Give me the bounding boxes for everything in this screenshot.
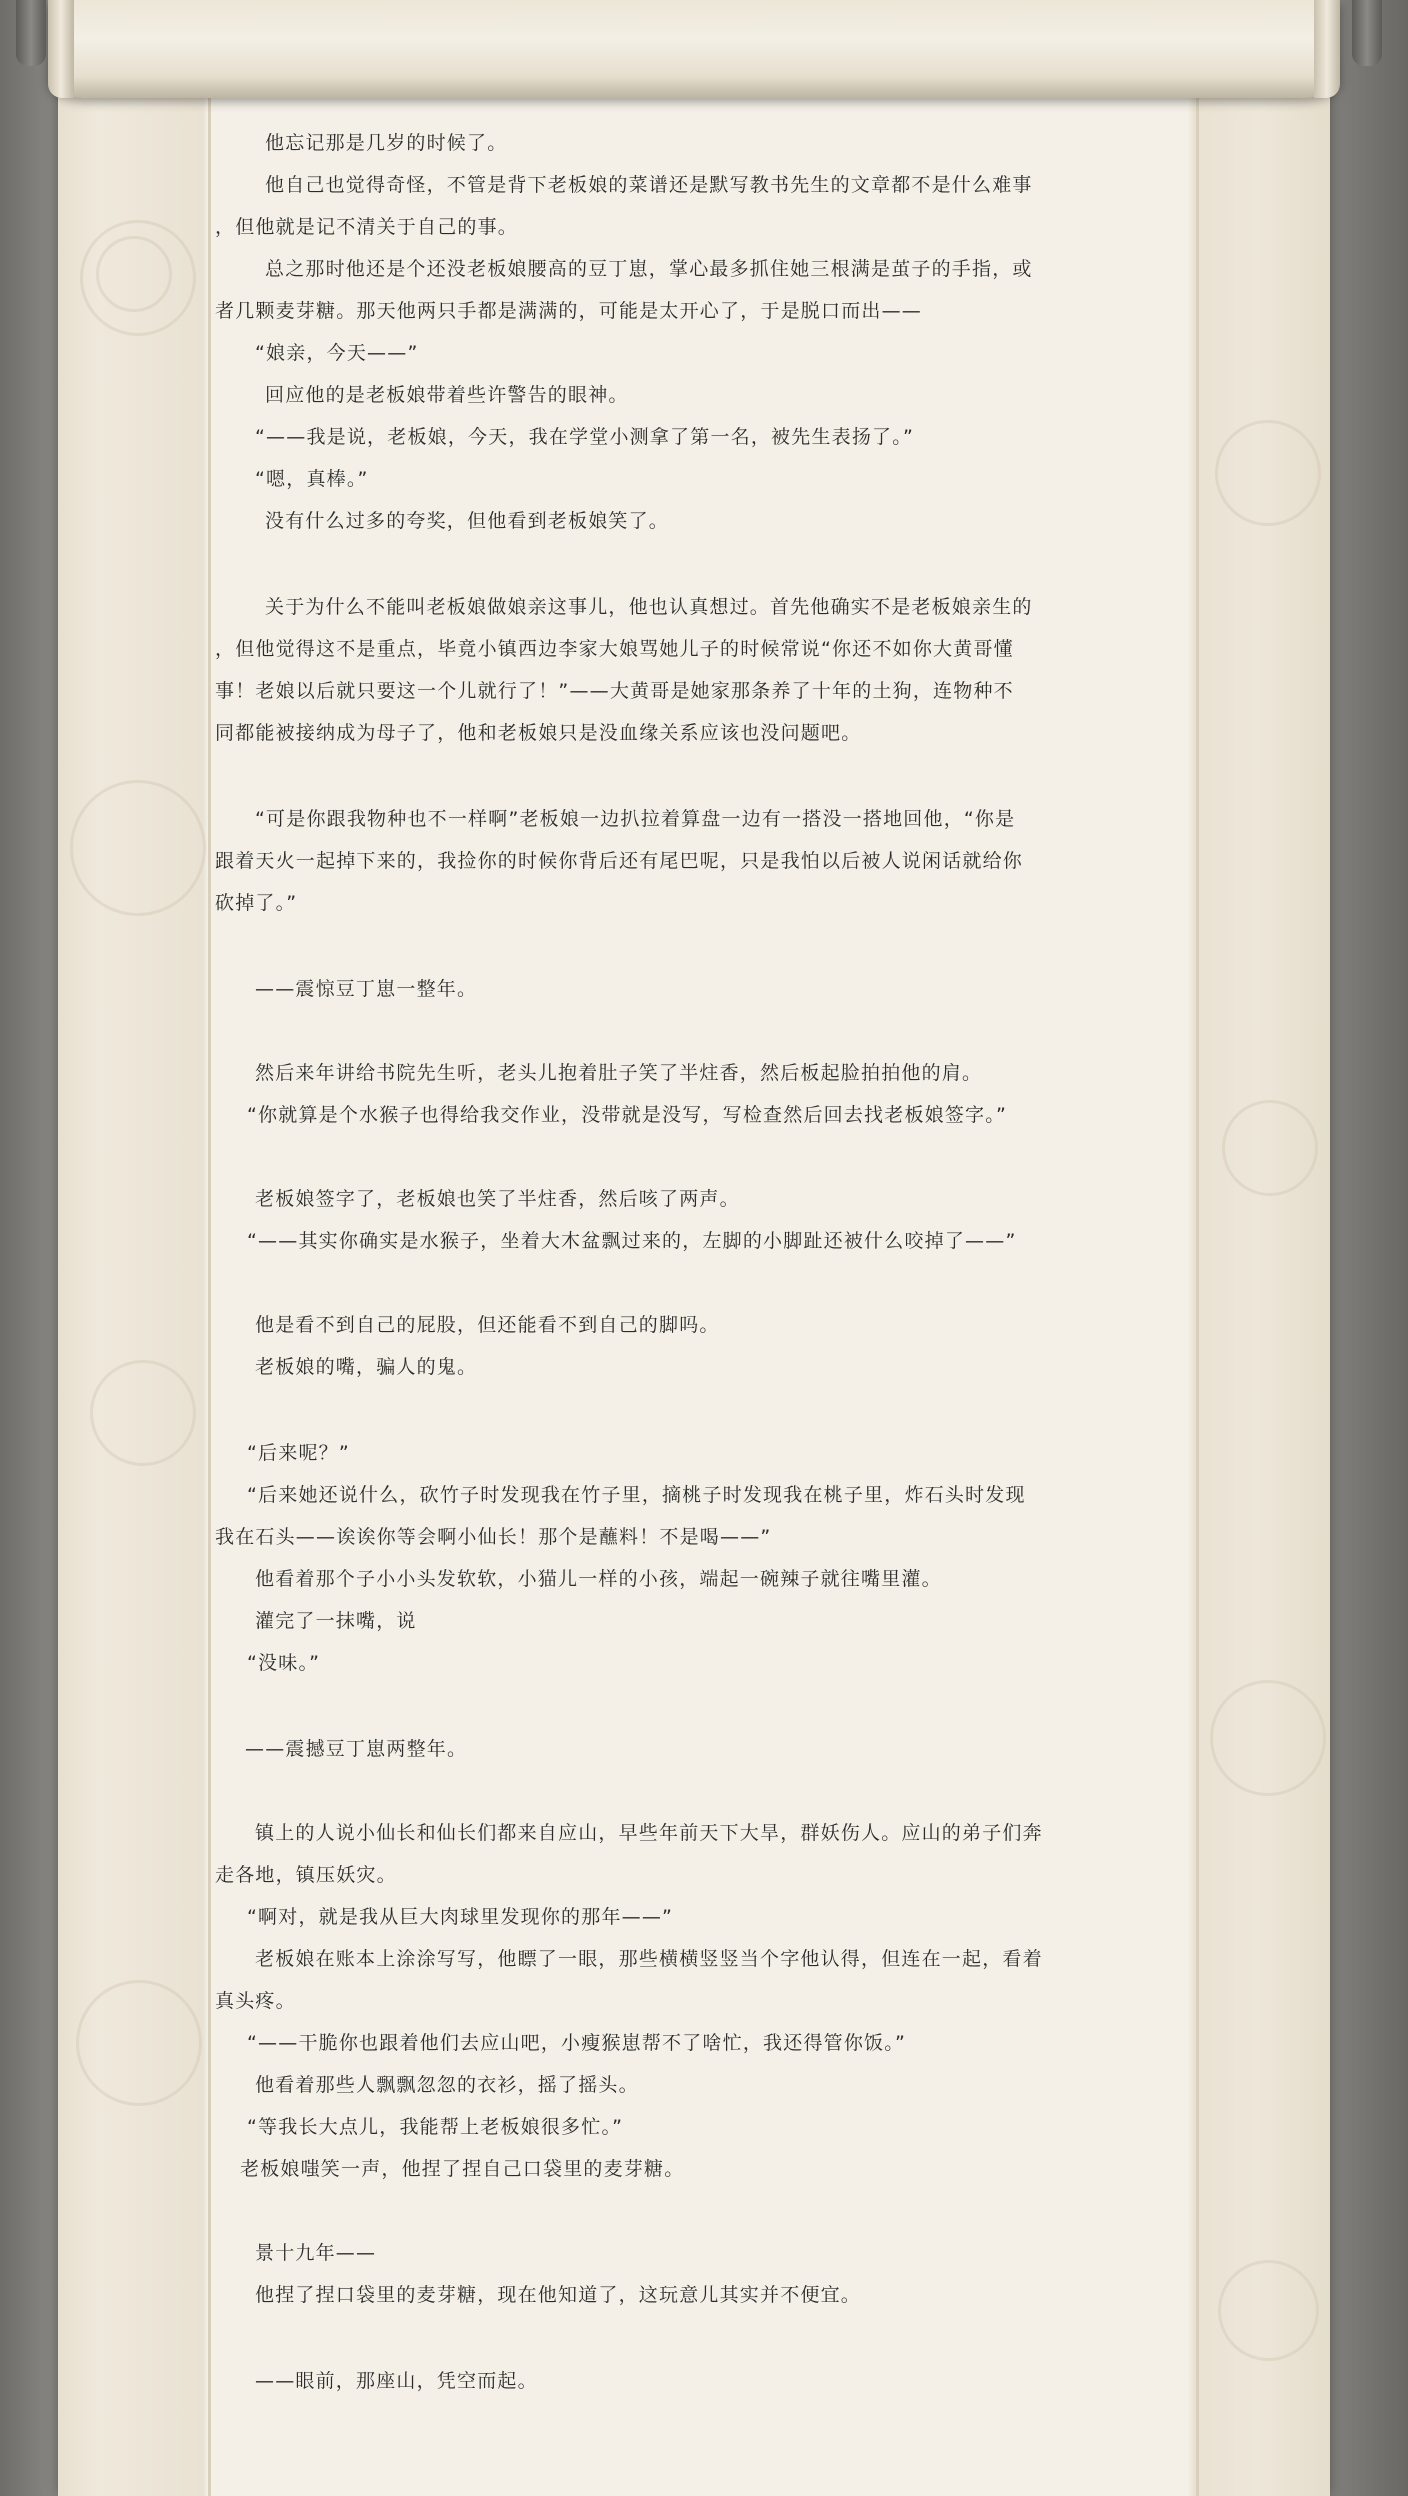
text-line: 然后来年讲给书院先生听，老头儿抱着肚子笑了半炷香，然后板起脸拍拍他的肩。 — [255, 1062, 983, 1084]
text-line: ，但他就是记不清关于自己的事。 — [215, 216, 519, 238]
text-line: ——震惊豆丁崽一整年。 — [255, 978, 478, 1000]
text-line: 我在石头——诶诶你等会啊小仙长！那个是蘸料！不是喝——” — [215, 1526, 772, 1548]
text-line: “你就算是个水猴子也得给我交作业，没带就是没写，写检查然后回去找老板娘签字。” — [247, 1104, 1007, 1126]
text-line: 没有什么过多的夸奖，但他看到老板娘笑了。 — [265, 510, 670, 532]
text-line: “娘亲，今天——” — [255, 342, 419, 364]
text-line: “——我是说，老板娘，今天，我在学堂小测拿了第一名，被先生表扬了。” — [255, 426, 914, 448]
text-line: 老板娘嗤笑一声，他捏了捏自己口袋里的麦芽糖。 — [240, 2158, 685, 2180]
text-line: 灌完了一抹嘴，说 — [255, 1610, 417, 1632]
text-line: ——眼前，那座山，凭空而起。 — [255, 2370, 538, 2392]
text-line: 老板娘在账本上涂涂写写，他瞟了一眼，那些横横竖竖当个字他认得，但连在一起，看着 — [255, 1948, 1043, 1970]
text-line: “后来她还说什么，砍竹子时发现我在竹子里，摘桃子时发现我在桃子里，炸石头时发现 — [247, 1484, 1026, 1506]
text-line: 他忘记那是几岁的时候了。 — [265, 132, 508, 154]
scroll-rod-right — [1352, 0, 1382, 66]
cloud-pattern — [76, 1980, 202, 2106]
text-line: 同都能被接纳成为母子了，他和老板娘只是没血缘关系应该也没问题吧。 — [215, 722, 862, 744]
text-line: 他看着那些人飘飘忽忽的衣衫，摇了摇头。 — [255, 2074, 639, 2096]
text-line: 老板娘签字了，老板娘也笑了半炷香，然后咳了两声。 — [255, 1188, 740, 1210]
scroll-roller — [48, 0, 1340, 98]
cloud-pattern — [96, 236, 172, 312]
cloud-pattern — [70, 780, 206, 916]
cloud-pattern — [1215, 420, 1321, 526]
text-line: 真头疼。 — [215, 1990, 296, 2012]
text-line: 他捏了捏口袋里的麦芽糖，现在他知道了，这玩意儿其实并不便宜。 — [255, 2284, 862, 2306]
text-line: 总之那时他还是个还没老板娘腰高的豆丁崽，掌心最多抓住她三根满是茧子的手指，或 — [265, 258, 1033, 280]
scroll-rod-left — [16, 0, 46, 66]
paper-border-left — [208, 60, 211, 2496]
text-line: 他是看不到自己的屁股，但还能看不到自己的脚吗。 — [255, 1314, 720, 1336]
text-line: ——震撼豆丁崽两整年。 — [245, 1738, 468, 1760]
cloud-pattern — [1218, 2260, 1319, 2361]
text-line: 事！老娘以后就只要这一个儿就行了！”——大黄哥是她家那条养了十年的土狗，连物种不 — [215, 680, 1014, 702]
text-line: 老板娘的嘴，骗人的鬼。 — [255, 1356, 478, 1378]
text-line: “后来呢？” — [247, 1442, 350, 1464]
text-line: “嗯，真棒。” — [255, 468, 369, 490]
text-line: “等我长大点儿，我能帮上老板娘很多忙。” — [247, 2116, 624, 2138]
text-line: 跟着天火一起掉下来的，我捡你的时候你背后还有尾巴呢，只是我怕以后被人说闲话就给你 — [215, 850, 1024, 872]
text-line: “——干脆你也跟着他们去应山吧，小瘦猴崽帮不了啥忙，我还得管你饭。” — [247, 2032, 906, 2054]
cloud-pattern — [1210, 1680, 1326, 1796]
text-line: 者几颗麦芽糖。那天他两只手都是满满的，可能是太开心了，于是脱口而出—— — [215, 300, 923, 322]
text-line: “——其实你确实是水猴子，坐着大木盆飘过来的，左脚的小脚趾还被什么咬掉了——” — [247, 1230, 1017, 1252]
text-line: 关于为什么不能叫老板娘做娘亲这事儿，他也认真想过。首先他确实不是老板娘亲生的 — [265, 596, 1033, 618]
text-line: ，但他觉得这不是重点，毕竟小镇西边李家大娘骂她儿子的时候常说“你还不如你大黄哥懂 — [215, 638, 1014, 660]
text-line: “啊对，就是我从巨大肉球里发现你的那年——” — [247, 1906, 674, 1928]
text-line: “没味。” — [247, 1652, 321, 1674]
text-line: 景十九年—— — [255, 2242, 377, 2264]
text-line: 走各地，镇压妖灾。 — [215, 1864, 397, 1886]
text-line: 他自己也觉得奇怪，不管是背下老板娘的菜谱还是默写教书先生的文章都不是什么难事 — [265, 174, 1033, 196]
text-line: 回应他的是老板娘带着些许警告的眼神。 — [265, 384, 629, 406]
cloud-pattern — [90, 1360, 196, 1466]
paper-border-right — [1196, 60, 1199, 2496]
text-line: 他看着那个子小小头发软软，小猫儿一样的小孩，端起一碗辣子就往嘴里灌。 — [255, 1568, 942, 1590]
text-line: 砍掉了。” — [215, 892, 298, 914]
text-line: 镇上的人说小仙长和仙长们都来自应山，早些年前天下大旱，群妖伤人。应山的弟子们奔 — [255, 1822, 1043, 1844]
cloud-pattern — [1222, 1100, 1318, 1196]
text-line: “可是你跟我物种也不一样啊”老板娘一边扒拉着算盘一边有一搭没一搭地回他，“你是 — [255, 808, 1016, 830]
